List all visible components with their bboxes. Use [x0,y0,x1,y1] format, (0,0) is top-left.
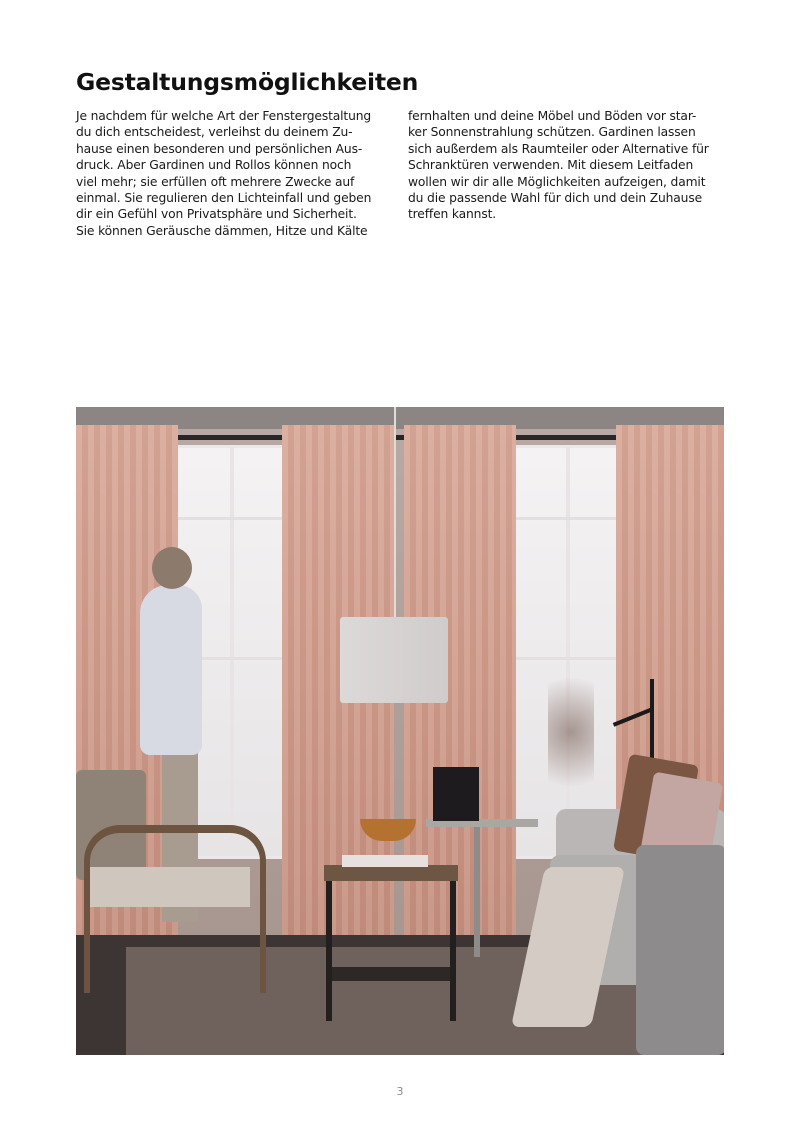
page-title: Gestaltungsmöglichkeiten [76,68,419,96]
page-number: 3 [396,1085,404,1098]
pendant-lamp-shade [340,617,448,703]
coffee-table-top [324,865,458,881]
window-mullion [174,517,286,520]
text-line: Je nachdem für welche Art der Fenstergestaltung [76,109,372,123]
text-line: einmal. Sie regulieren den Lichteinfall und geben [76,191,372,206]
text-line: viel mehr; sie erfüllen oft mehrere Zwecke auf [76,174,355,189]
text-line: Schranktüren verwenden. Mit diesem Leitfaden [408,158,694,173]
text-line: dir ein Gefühl von Privatsphäre und Sicherheit. [76,207,357,222]
text-line: wollen wir dir alle Möglichkeiten aufzeigen, damit [408,174,706,189]
intro-text-right-column [408,108,726,223]
text-line: ker Sonnenstrahlung schützen. Gardinen lassen [408,125,696,140]
laptop [433,767,479,821]
text-line: treffen kannst. [408,207,497,222]
living-room-photo [76,407,724,1055]
coffee-table-leg [326,881,332,1021]
window-mullion [512,517,624,520]
pendant-lamp-cord [394,407,396,619]
window-mullion [230,447,234,855]
text-line: du dich entscheidest, verleihst du deinem Zu- [76,125,353,140]
text-line: Sie können Geräusche dämmen, Hitze und Kälte [76,223,368,238]
rattan-armchair [84,825,266,993]
text-line: du die passende Wahl für dich und dein Zuhause [408,191,703,206]
decorative-branches [548,657,594,807]
sofa-arm [636,845,724,1055]
coffee-table-leg [450,881,456,1021]
text-line: hause einen besonderen und persönlichen Aus- [76,141,363,156]
person-head [152,547,192,589]
text-line: sich außerdem als Raumteiler oder Alternative für [408,141,709,156]
side-table-post [474,827,480,957]
books-stack [342,855,428,867]
person-shirt [140,585,202,755]
text-line: fernhalten und deine Möbel und Böden vor star- [408,109,697,123]
intro-text-left-column [76,108,394,239]
text-line: druck. Aber Gardinen und Rollos können noch [76,158,352,173]
coffee-table-shelf [332,967,450,981]
